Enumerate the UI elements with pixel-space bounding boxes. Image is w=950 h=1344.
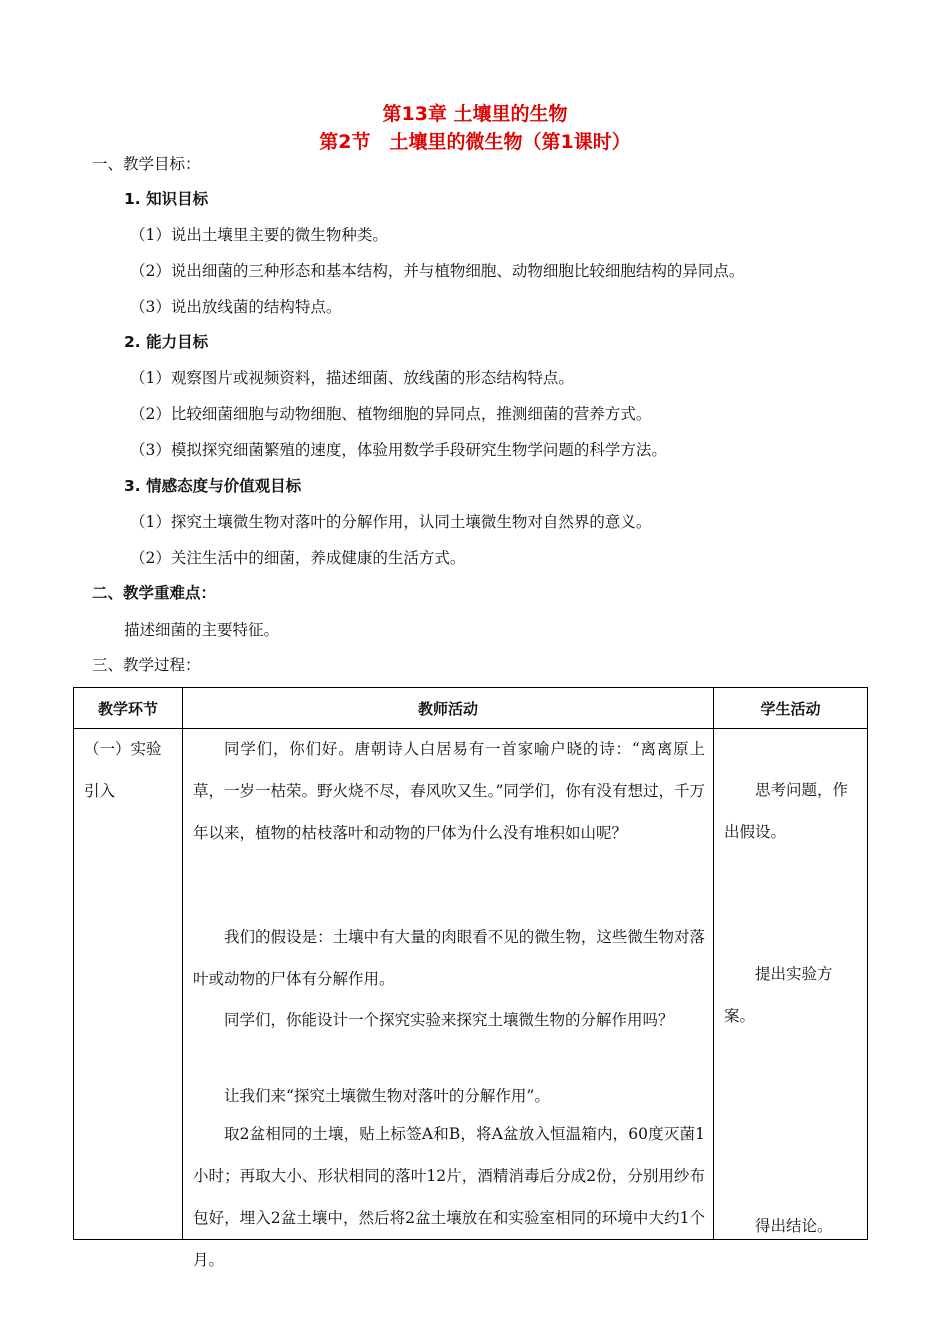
emotion-item: （2）关注生活中的细菌，养成健康的生活方式。 [130,549,466,567]
knowledge-item: （1）说出土壤里主要的微生物种类。 [130,226,388,244]
ability-heading: 2. 能力目标 [124,333,209,351]
stage-cell [74,729,183,1240]
stage-label: （一）实验引入 [84,740,162,800]
column-header: 学生活动 [714,688,868,729]
teacher-paragraph: 取2盆相同的土壤，贴上标签A和B，将A盆放入恒温箱内，60度灭菌1小时；再取大小、形状相同的落叶12片，酒精消毒后分成2份，分别用纱布包好，埋入2盆土壤中，然后将2盆土壤放在和实验室相同的环境中大约1个月。 [193,1125,705,1269]
chapter-title: 第13章 土壤里的生物 [382,103,568,125]
objectives-heading: 一、教学目标： [92,155,201,173]
key-points-heading: 二、教学重难点： [92,584,217,602]
student-note: 得出结论。 [755,1217,833,1235]
process-table [73,687,868,1269]
student-note: 思考问题，作出假设。 [724,781,849,841]
ability-item: （3）模拟探究细菌繁殖的速度，体验用数学手段研究生物学问题的科学方法。 [130,441,667,459]
table-row [74,729,868,1240]
teacher-paragraph: 我们的假设是：土壤中有大量的肉眼看不见的微生物，这些微生物对落叶或动物的尸体有分解作用。 [193,928,705,988]
student-note: 提出实验方案。 [724,965,833,1025]
ability-item: （1）观察图片或视频资料，描述细菌、放线菌的形态结构特点。 [130,369,574,387]
teacher-paragraph: 让我们来“探究土壤微生物对落叶的分解作用”。 [224,1087,550,1105]
section-title: 第2节 土壤里的微生物（第1课时） [319,131,631,153]
emotion-item: （1）探究土壤微生物对落叶的分解作用，认同土壤微生物对自然界的意义。 [130,513,652,531]
ability-item: （2）比较细菌细胞与动物细胞、植物细胞的异同点，推测细菌的营养方式。 [130,405,652,423]
knowledge-item: （2）说出细菌的三种形态和基本结构，并与植物细胞、动物细胞比较细胞结构的异同点。 [130,262,745,280]
emotion-heading: 3. 情感态度与价值观目标 [124,477,302,495]
knowledge-heading: 1. 知识目标 [124,190,209,208]
student-activity-cell [714,729,868,1240]
key-points-text: 描述细菌的主要特征。 [124,621,280,639]
teacher-activity-cell [183,729,714,1269]
knowledge-item: （3）说出放线菌的结构特点。 [130,298,342,316]
column-header: 教师活动 [183,688,714,729]
teacher-paragraph: 同学们，你能设计一个探究实验来探究土壤微生物的分解作用吗？ [224,1011,674,1029]
process-heading: 三、教学过程： [92,656,201,674]
teacher-paragraph: 同学们，你们好。唐朝诗人白居易有一首家喻户晓的诗：“离离原上草，一岁一枯荣。野火烧不尽，春风吹又生。”同学们，你有没有想过，千万年以来，植物的枯枝落叶和动物的尸体为什么没有堆积如山呢？ [193,740,705,842]
table-header-row [74,688,868,729]
column-header: 教学环节 [74,688,183,729]
